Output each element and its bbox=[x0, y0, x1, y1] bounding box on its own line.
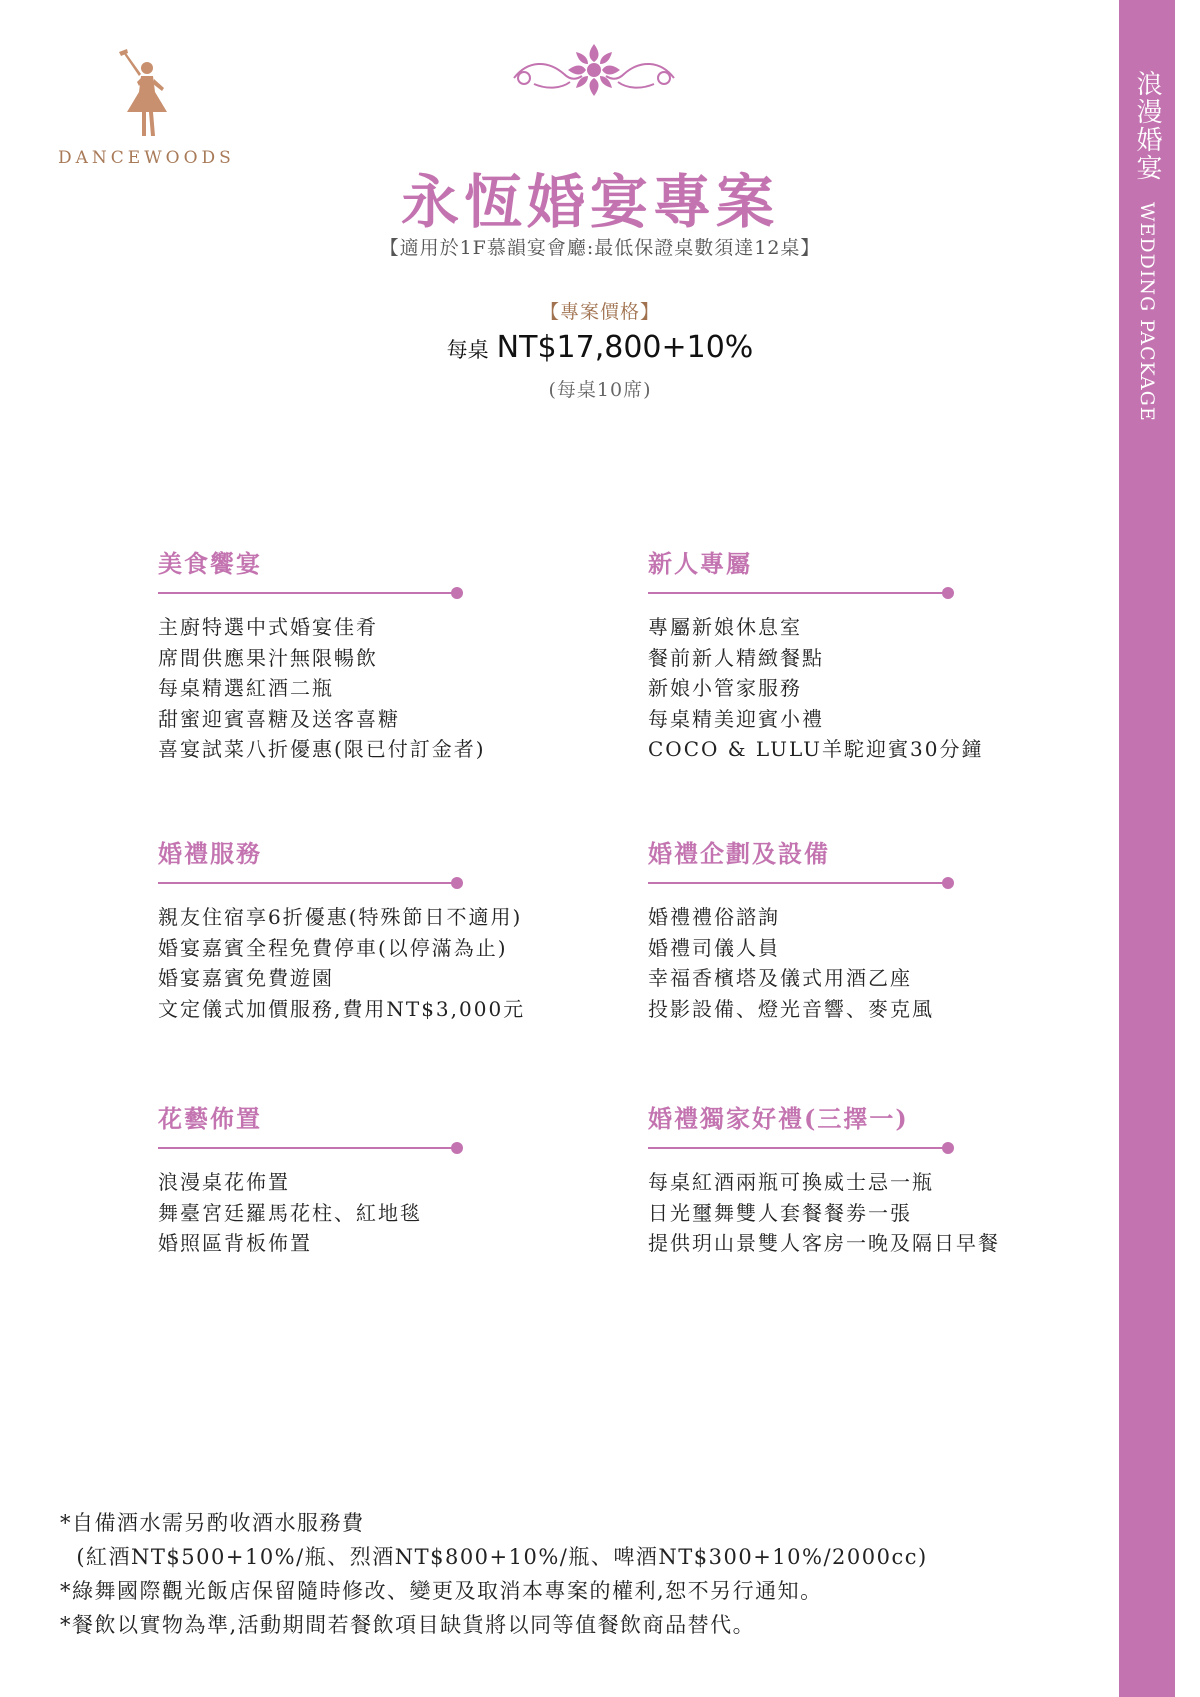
list-item: 席間供應果汁無限暢飲 bbox=[158, 645, 378, 670]
list-item: COCO & LULU羊駝迎賓30分鐘 bbox=[648, 737, 984, 761]
list-item: 幸福香檳塔及儀式用酒乙座 bbox=[648, 966, 912, 990]
section-items bbox=[158, 902, 526, 1024]
list-item: 舞臺宮廷羅馬花柱、紅地毯 bbox=[158, 1200, 422, 1225]
section-gourmet bbox=[158, 546, 486, 765]
list-item: 婚禮禮俗諮詢 bbox=[648, 905, 780, 929]
price-label: 【專案價格】 bbox=[539, 301, 660, 323]
section-items bbox=[158, 612, 486, 765]
price-line bbox=[0, 330, 1200, 365]
section-title: 花藝佈置 bbox=[158, 1104, 262, 1133]
section-title: 美食饗宴 bbox=[158, 549, 262, 578]
section-exclusive-gift bbox=[648, 1101, 1000, 1259]
footnote: *綠舞國際觀光飯店保留隨時修改、變更及取消本專案的權利,恕不另行通知。 bbox=[60, 1579, 823, 1603]
list-item: 婚禮司儀人員 bbox=[648, 935, 780, 960]
list-item: 餐前新人精緻餐點 bbox=[648, 645, 824, 670]
section-items bbox=[648, 612, 984, 765]
list-item: 婚宴嘉賓全程免費停車(以停滿為止) bbox=[158, 935, 508, 960]
section-divider bbox=[158, 586, 463, 600]
list-item: 新娘小管家服務 bbox=[648, 676, 802, 700]
list-item: 專屬新娘休息室 bbox=[648, 615, 802, 639]
list-item: 喜宴試菜八折優惠(限已付訂金者) bbox=[158, 737, 486, 761]
list-item: 提供玥山景雙人客房一晚及隔日早餐 bbox=[648, 1231, 1000, 1255]
page-subtitle: 【適用於1F慕韻宴會廳:最低保證桌數須達12桌】 bbox=[379, 237, 821, 259]
section-divider bbox=[648, 586, 954, 600]
divider-dot-icon bbox=[942, 877, 954, 889]
list-item: 文定儀式加價服務,費用NT$3,000元 bbox=[158, 996, 526, 1021]
divider-dot-icon bbox=[942, 1142, 954, 1154]
page-title bbox=[0, 155, 1200, 239]
page-title-text: 永恆婚宴專案 bbox=[400, 168, 779, 236]
side-label-zh: 浪漫婚宴 bbox=[1132, 70, 1162, 182]
floral-ornament-icon bbox=[504, 40, 684, 102]
list-item: 浪漫桌花佈置 bbox=[158, 1170, 290, 1194]
side-label-en: WEDDING PACKAGE bbox=[1136, 202, 1158, 422]
divider-dot-icon bbox=[942, 587, 954, 599]
list-item: 主廚特選中式婚宴佳肴 bbox=[158, 615, 378, 639]
list-item: 甜蜜迎賓喜糖及送客喜糖 bbox=[158, 706, 400, 731]
section-items bbox=[648, 902, 954, 1024]
list-item: 每桌紅酒兩瓶可換威士忌一瓶 bbox=[648, 1170, 934, 1194]
list-item: 每桌精選紅酒二瓶 bbox=[158, 676, 334, 700]
divider-dot-icon bbox=[451, 1142, 463, 1154]
price-prefix: 每桌 bbox=[446, 338, 489, 362]
section-divider bbox=[158, 1141, 463, 1155]
section-divider bbox=[648, 876, 954, 890]
divider-dot-icon bbox=[451, 877, 463, 889]
footnote: *自備酒水需另酌收酒水服務費 bbox=[60, 1511, 365, 1535]
section-divider bbox=[158, 876, 463, 890]
section-floral bbox=[158, 1101, 463, 1259]
footnote: *餐飲以實物為準,活動期間若餐飲項目缺貨將以同等值餐飲商品替代。 bbox=[60, 1613, 756, 1637]
list-item: 親友住宿享6折優惠(特殊節日不適用) bbox=[158, 905, 523, 929]
section-title: 婚禮獨家好禮(三擇一) bbox=[648, 1104, 909, 1133]
section-title: 婚禮企劃及設備 bbox=[648, 839, 830, 868]
list-item: 婚照區背板佈置 bbox=[158, 1231, 312, 1255]
section-divider bbox=[648, 1141, 954, 1155]
footnote: (紅酒NT$500+10%/瓶、烈酒NT$800+10%/瓶、啤酒NT$300+10%/2000cc) bbox=[60, 1545, 928, 1569]
price-note: (每桌10席) bbox=[548, 379, 652, 401]
divider-dot-icon bbox=[451, 587, 463, 599]
section-items bbox=[158, 1167, 463, 1259]
price-value: NT$17,800+10% bbox=[496, 330, 754, 365]
section-items bbox=[648, 1167, 1000, 1259]
section-wedding-service bbox=[158, 836, 526, 1024]
footnotes bbox=[60, 1506, 1100, 1642]
list-item: 投影設備、燈光音響、麥克風 bbox=[648, 996, 934, 1021]
list-item: 每桌精美迎賓小禮 bbox=[648, 706, 824, 731]
list-item: 日光璽舞雙人套餐餐劵一張 bbox=[648, 1200, 912, 1225]
dancer-silhouette-icon bbox=[117, 48, 179, 140]
section-title: 婚禮服務 bbox=[158, 839, 262, 868]
section-title: 新人專屬 bbox=[648, 549, 752, 578]
section-newlywed bbox=[648, 546, 984, 765]
brand-name: DANCEWOODS bbox=[58, 148, 235, 168]
list-item: 婚宴嘉賓免費遊園 bbox=[158, 966, 334, 990]
section-planning-equipment bbox=[648, 836, 954, 1024]
